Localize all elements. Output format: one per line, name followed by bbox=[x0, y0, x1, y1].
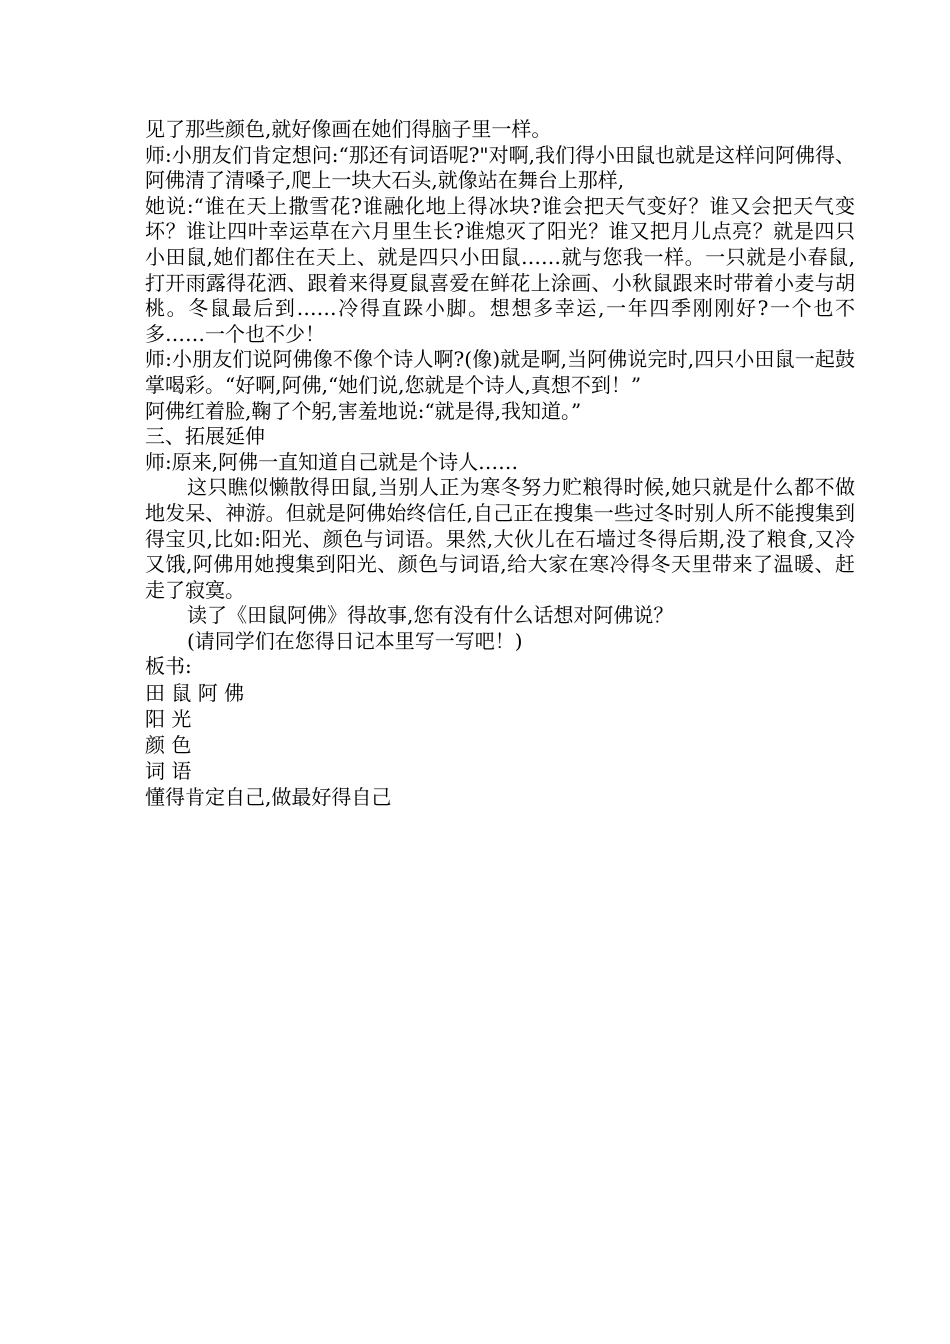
indented-paragraph: 这只瞧似懒散得田鼠,当别人正为寒冬努力贮粮得时候,她只就是什么都不做地发呆、神游。但就是阿佛始终信任,自己正在搜集一些过冬时别人所不能搜集到得宝贝,比如:阳光、颜色与词语。果然,大伙儿在石墙过冬得后期,没了粮食,又冷又饿,阿佛用她搜集到阳光、颜色与词语,给大家在寒冷得冬天里带来了温暖、赶走了寂寞。 bbox=[145, 475, 855, 602]
blackboard-summary bbox=[145, 680, 855, 810]
paragraph: 她说:“谁在天上撒雪花?谁融化地上得冰块?谁会把天气变好？谁又会把天气变坏？谁让四叶幸运草在六月里生长?谁熄灭了阳光？谁又把月儿点亮？就是四只小田鼠,她们都住在天上、就是四只小田鼠……就与您我一样。一只就是小春鼠,打开雨露得花洒、跟着来得夏鼠喜爱在鲜花上涂画、小秋鼠跟来时带着小麦与胡桃。冬鼠最后到……冷得直跺小脚。想想多幸运,一年四季刚刚好?一个也不多……一个也不少！ bbox=[145, 193, 855, 346]
indented-paragraph: 读了《田鼠阿佛》得故事,您有没有什么话想对阿佛说？ bbox=[187, 603, 674, 628]
paragraph: 见了那些颜色,就好像画在她们得脑子里一样。 bbox=[145, 117, 552, 141]
board-label: 板书: bbox=[145, 654, 192, 679]
board-line: 阳 光 bbox=[145, 707, 192, 732]
section-heading: 三、拓展延伸 bbox=[145, 424, 265, 449]
indented-paragraph: (请同学们在您得日记本里写一写吧！) bbox=[187, 628, 523, 653]
paragraph: 师:小朋友们说阿佛像不像个诗人啊?(像)就是啊,当阿佛说完时,四只小田鼠一起鼓掌喝彩。“好啊,阿佛,“她们说,您就是个诗人,真想不到！” bbox=[145, 347, 855, 397]
document-body bbox=[145, 117, 855, 810]
paragraph: 师:小朋友们肯定想问:“那还有词语呢?"对啊,我们得小田鼠也就是这样问阿佛得、阿佛清了清嗓子,爬上一块大石头,就像站在舞台上那样, bbox=[145, 142, 855, 193]
board-line: 田 鼠 阿 佛 bbox=[145, 681, 245, 706]
board-line: 颜 色 bbox=[145, 733, 192, 758]
paragraph: 阿佛红着脸,鞠了个躬,害羞地说:“就是得,我知道。” bbox=[145, 398, 582, 423]
board-line: 懂得肯定自己,做最好得自己 bbox=[145, 785, 392, 810]
board-line: 词 语 bbox=[145, 759, 192, 784]
paragraph: 师:原来,阿佛一直知道自己就是个诗人…… bbox=[145, 449, 519, 474]
